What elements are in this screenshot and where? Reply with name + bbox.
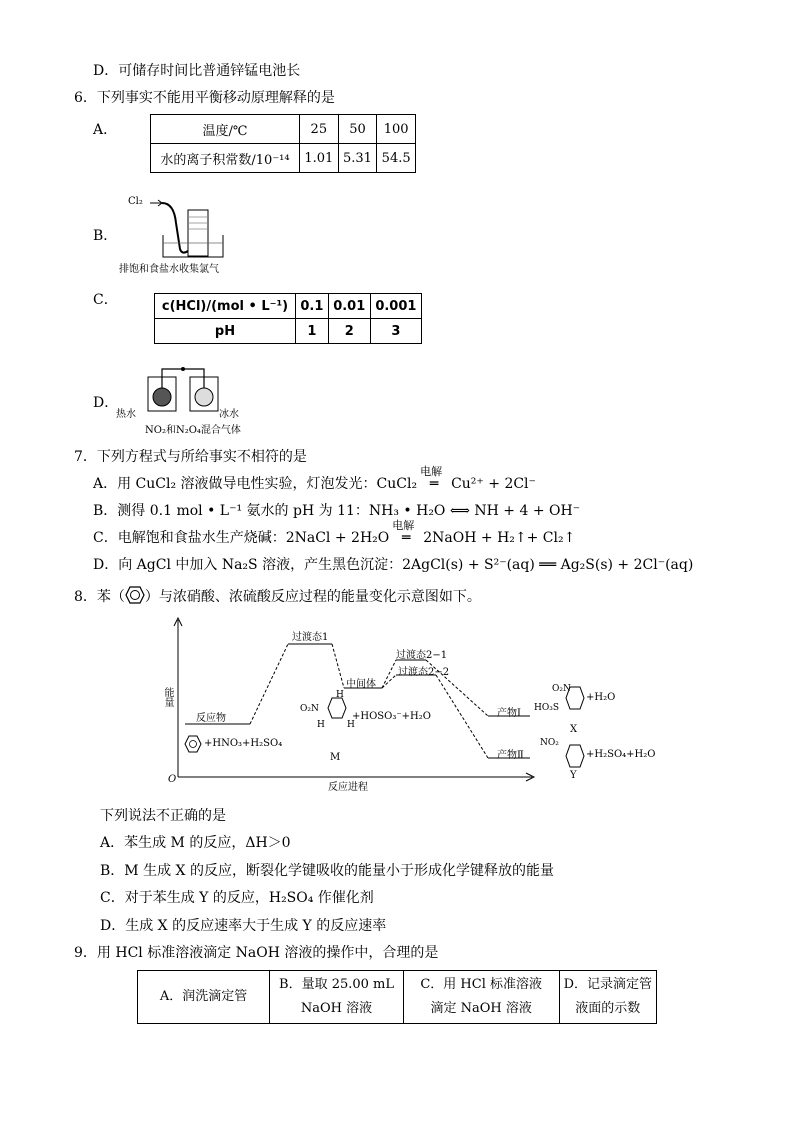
equilibrium-flasks-figure: [138, 365, 228, 415]
product1-label: 产物Ⅰ: [497, 708, 521, 719]
q8-sub-stem: 下列说法不正确的是: [100, 808, 226, 824]
table-cell: 1.01: [300, 144, 339, 173]
table-cell: 0.001: [370, 294, 421, 319]
q7-c-pre: C．电解饱和食盐水生产烧碱：2NaCl + 2H₂O: [93, 530, 390, 546]
reactant-formula: +HNO₃+H₂SO₄: [204, 738, 283, 749]
cell-line: 滴定 NaOH 溶液: [430, 1001, 532, 1016]
product2-label: 产物Ⅱ: [497, 750, 524, 761]
table-cell: 0.01: [328, 294, 370, 319]
table-cell: 5.31: [338, 144, 377, 173]
table-cell: [403, 971, 559, 1024]
benzene-icon: [125, 586, 145, 604]
q7-stem: 7．下列方程式与所给事实不相符的是: [74, 449, 307, 465]
q8-option-c: C．对于苯生成 Y 的反应，H₂SO₄ 作催化剂: [100, 890, 374, 906]
x-hoso2: HO₃S: [534, 703, 560, 713]
m-label: M: [330, 752, 341, 763]
cell-line: B．量取 25.00 mL: [279, 977, 395, 992]
table-cell: 1: [296, 319, 329, 344]
q8-option-a: A．苯生成 M 的反应，ΔH＞0: [100, 835, 291, 851]
electrolysis-arrow: 电解 ═: [389, 528, 423, 548]
q5-option-d: D．可储存时间比普通锌锰电池长: [93, 63, 301, 79]
x-label: X: [570, 724, 578, 735]
table-cell: 温度/℃: [151, 115, 300, 144]
x-formula: +H₂O: [586, 692, 616, 703]
q9-table: [137, 970, 657, 1024]
cell-line: D．记录滴定管: [563, 977, 652, 992]
table-cell: [138, 971, 270, 1024]
intermediate-label: 中间体: [346, 679, 376, 690]
table-cell: 54.5: [377, 144, 416, 173]
y-formula: +H₂SO₄+H₂O: [586, 749, 656, 760]
x-no2: O₂N: [552, 684, 571, 694]
q7-option-b: B．测得 0.1 mol • L⁻¹ 氨水的 pH 为 11：NH₃ • H₂O ⟺ NH + 4 + OH⁻: [93, 503, 581, 519]
cell-line: A．润洗滴定管: [159, 989, 248, 1004]
cell-line: C．用 HCl 标准溶液: [420, 977, 542, 992]
q7-option-a: [93, 465, 536, 494]
q6-d-label: D．: [93, 395, 119, 411]
q9-stem: 9．用 HCl 标准溶液滴定 NaOH 溶液的操作中，合理的是: [74, 945, 439, 961]
x-axis-label: 反应进程: [328, 782, 368, 793]
q6-b-caption: 排饱和食盐水收集氯气: [119, 264, 219, 275]
q6-b-gas-label: Cl₂: [128, 196, 143, 207]
q7-a-pre: A．用 CuCl₂ 溶液做导电性实验，灯泡发光：CuCl₂: [93, 476, 418, 492]
q6-b-label: B．: [93, 228, 118, 244]
m-no2: O₂N: [300, 704, 319, 714]
q6-stem: 6．下列事实不能用平衡移动原理解释的是: [74, 90, 335, 106]
q7-a-post: Cu²⁺ + 2Cl⁻: [451, 476, 536, 492]
cell-line: 液面的示数: [575, 1001, 641, 1016]
ts22-label: 过渡态2−2: [398, 667, 450, 678]
q8-stem: [74, 586, 481, 607]
table-cell: pH: [155, 319, 296, 344]
cell-line: NaOH 溶液: [300, 1001, 373, 1016]
table-cell: [270, 971, 404, 1024]
origin-label: O: [168, 774, 177, 785]
table-cell: [559, 971, 656, 1024]
q8-stem-pre: 8．苯（: [74, 589, 125, 605]
q7-option-d: D．向 AgCl 中加入 Na₂S 溶液，产生黑色沉淀：2AgCl(s) + S²⁻(aq) ══ Ag₂S(s) + 2Cl⁻(aq): [93, 557, 694, 573]
q6-a-table: [150, 114, 416, 173]
y-no2: NO₂: [540, 738, 559, 748]
q6-d-ice-label: 冰水: [219, 409, 239, 420]
condition-label: 电解: [420, 465, 443, 478]
table-cell: c(HCl)/(mol • L⁻¹): [155, 294, 296, 319]
q6-d-caption: NO₂和N₂O₄混合气体: [145, 425, 241, 436]
y-label: Y: [570, 770, 577, 781]
table-cell: 50: [338, 115, 377, 144]
q8-stem-post: ）与浓硝酸、浓硫酸反应过程的能量变化示意图如下。: [144, 589, 481, 605]
electrolysis-arrow: 电解 ═: [417, 474, 451, 494]
q6-d-apparatus: [138, 365, 228, 415]
q7-c-post: 2NaOH + H₂↑+ Cl₂↑: [423, 530, 576, 546]
q8-option-d: D．生成 X 的反应速率大于生成 Y 的反应速率: [100, 918, 387, 934]
q6-c-label: C．: [93, 292, 118, 308]
q8-option-b: B．M 生成 X 的反应，断裂化学键吸收的能量小于形成化学键释放的能量: [100, 863, 554, 879]
table-cell: 水的离子积常数/10⁻¹⁴: [151, 144, 300, 173]
q6-d-hot-label: 热水: [116, 409, 136, 420]
ts21-label: 过渡态2−1: [396, 650, 448, 661]
table-cell: 100: [377, 115, 416, 144]
ts1-label: 过渡态1: [292, 632, 329, 643]
q7-option-c: [93, 519, 576, 548]
energy-diagram-svg: [160, 612, 640, 797]
m-h-top: H: [336, 690, 344, 700]
m-h-left: H: [317, 720, 325, 730]
table-cell: 3: [370, 319, 421, 344]
table-cell: 2: [328, 319, 370, 344]
y-axis-label: 能量: [162, 687, 173, 707]
table-cell: 25: [300, 115, 339, 144]
m-h-right: H: [347, 720, 355, 730]
energy-diagram: [160, 612, 656, 797]
q6-c-table: [154, 293, 422, 344]
condition-label: 电解: [392, 519, 415, 532]
m-formula: +HOSO₃⁻+H₂O: [352, 711, 431, 722]
table-cell: 0.1: [296, 294, 329, 319]
reactant-label: 反应物: [196, 713, 226, 724]
q6-a-label: A．: [93, 122, 118, 138]
